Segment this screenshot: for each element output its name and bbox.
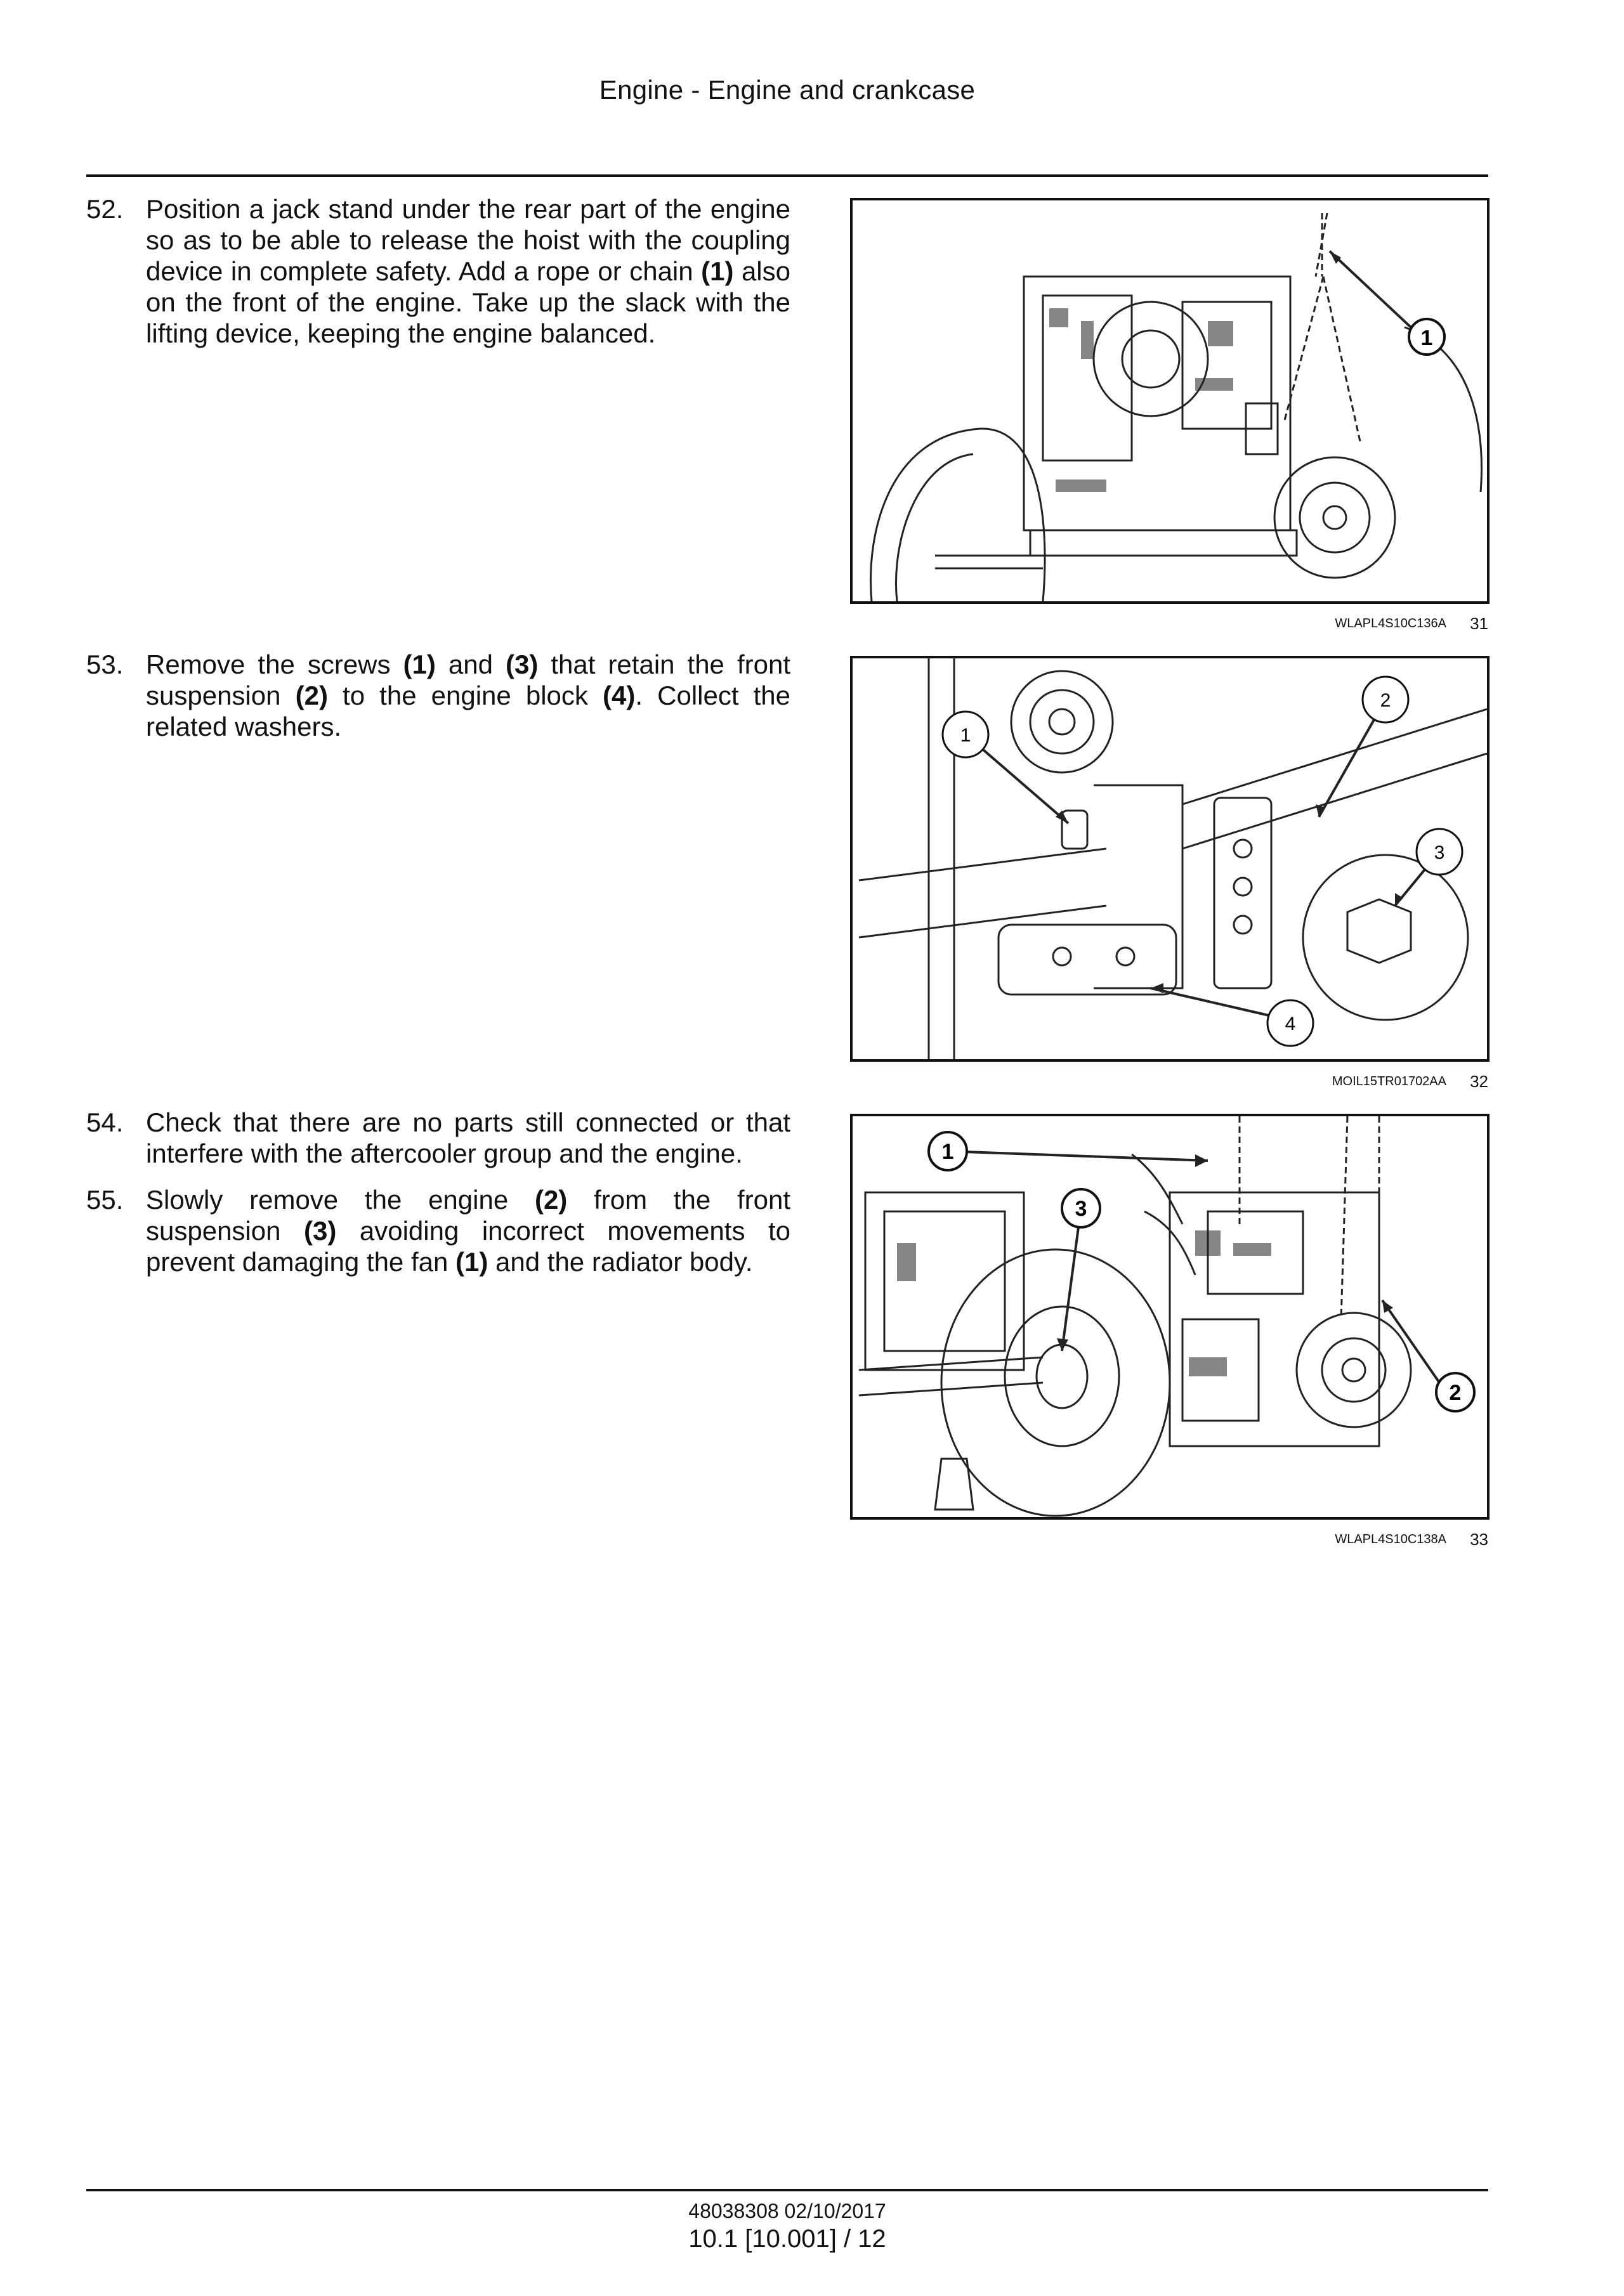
- engine-removal-drawing: [853, 1116, 1487, 1517]
- svg-text:3: 3: [1075, 1197, 1087, 1221]
- svg-text:3: 3: [1434, 842, 1445, 863]
- callout-3-marker: [1417, 829, 1462, 875]
- front-suspension-drawing: [853, 658, 1487, 1059]
- step-53: [86, 649, 790, 742]
- svg-text:1: 1: [1420, 326, 1433, 350]
- figure-number: 33: [1470, 1530, 1488, 1549]
- figure-31-caption: [850, 614, 1490, 633]
- step-text: Check that there are no parts still connected or that interfere with the aftercooler group and the engine.: [146, 1107, 790, 1168]
- step-number: 53.: [86, 649, 124, 679]
- figure-code: MOIL15TR01702AA: [1332, 1074, 1446, 1088]
- step-text: Remove the screws (1) and (3) that retain the front suspension (2) to the engine block (4). Collect the related washers.: [146, 649, 790, 741]
- footer-page-ref: 10.1 [10.001] / 12: [688, 2225, 886, 2253]
- step-text: Slowly remove the engine (2) from the front suspension (3) avoiding incorrect movements to prevent damaging the fan (1) and the radiator body.: [146, 1185, 790, 1277]
- svg-text:2: 2: [1380, 690, 1391, 711]
- figure-code: WLAPL4S10C136A: [1335, 616, 1446, 630]
- callout-3-marker: [1062, 1189, 1100, 1227]
- figure-32-caption: [850, 1072, 1490, 1091]
- callout-1-marker: [1409, 319, 1444, 355]
- svg-text:4: 4: [1285, 1014, 1296, 1034]
- figure-33-illustration: [850, 1114, 1490, 1520]
- footer-doc-ref: 48038308 02/10/2017: [688, 2200, 886, 2222]
- step-number: 52.: [86, 194, 124, 224]
- callout-1-marker: [943, 712, 988, 757]
- step-text: Position a jack stand under the rear part of the engine so as to be able to release the hoist with the coupling device in complete safety. Add a rope or chain (1) also on the front of the engine. Take up the slack with the lifting device, keeping the engine balanced.: [146, 194, 790, 348]
- header-rule: [86, 174, 1488, 177]
- figure-code: WLAPL4S10C138A: [1335, 1532, 1446, 1546]
- callout-2-marker: [1436, 1373, 1474, 1411]
- figure-33-caption: [850, 1530, 1490, 1549]
- page-header-title: Engine - Engine and crankcase: [599, 75, 976, 105]
- svg-text:2: 2: [1449, 1381, 1462, 1405]
- svg-text:1: 1: [941, 1140, 954, 1164]
- step-52: [86, 193, 790, 349]
- figure-number: 31: [1470, 614, 1488, 633]
- callout-2-marker: [1363, 677, 1408, 722]
- footer-rule: [86, 2189, 1488, 2191]
- svg-text:1: 1: [960, 725, 971, 746]
- engine-hoist-drawing: [853, 200, 1487, 601]
- figure-32-illustration: [850, 656, 1490, 1062]
- step-number: 55.: [86, 1185, 124, 1215]
- callout-4-marker: [1267, 1000, 1313, 1046]
- step-number: 54.: [86, 1107, 124, 1137]
- callout-1-marker: [929, 1132, 967, 1170]
- figure-number: 32: [1470, 1072, 1488, 1091]
- step-54: [86, 1107, 790, 1169]
- figure-31-illustration: [850, 198, 1490, 604]
- step-55: [86, 1184, 790, 1277]
